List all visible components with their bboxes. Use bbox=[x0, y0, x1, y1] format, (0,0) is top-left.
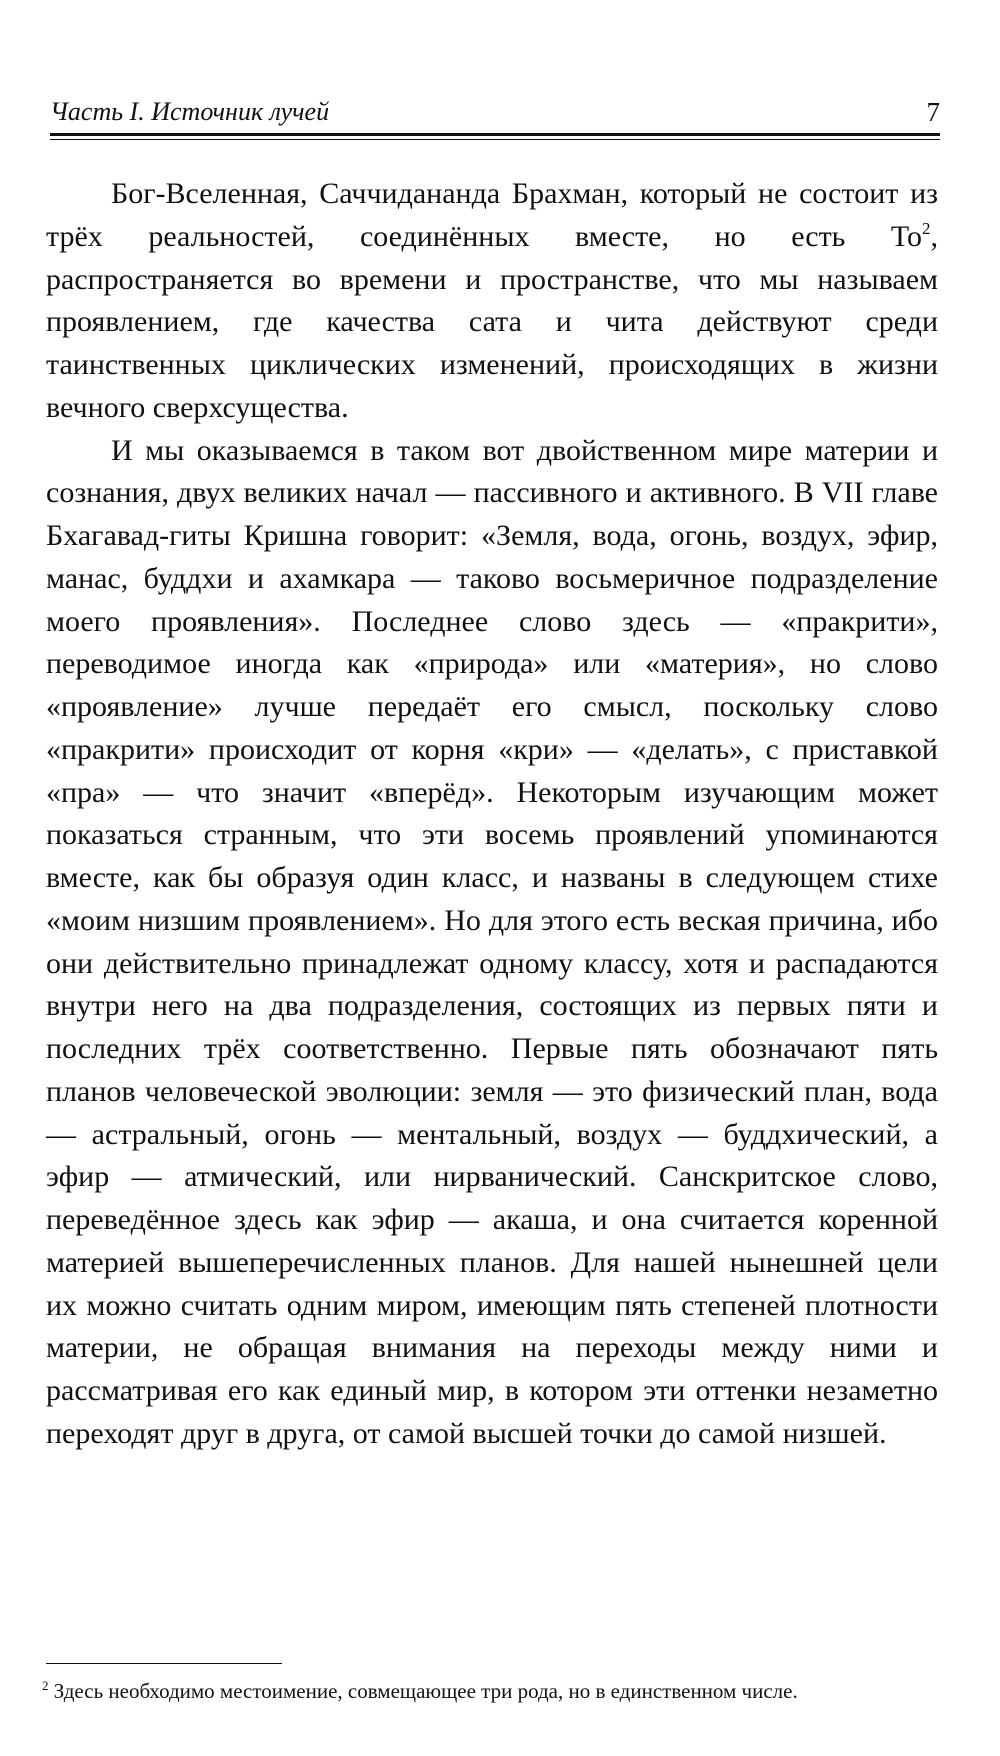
running-head bbox=[50, 94, 940, 130]
running-title: Часть I. Источник лучей bbox=[50, 97, 330, 126]
body-text bbox=[46, 173, 938, 1456]
footnote bbox=[42, 1676, 938, 1706]
footnote-text: Здесь необходимо местоимение, совмещающее три рода, но в единственном числе. bbox=[48, 1679, 798, 1703]
paragraph-1 bbox=[46, 173, 938, 430]
header-rule-thick bbox=[50, 133, 940, 136]
page-number: 7 bbox=[926, 97, 940, 127]
footnote-reference: 2 bbox=[922, 218, 931, 238]
footnote-divider bbox=[46, 1663, 282, 1664]
paragraph-1-end: , распространяется во времени и пространстве, что мы называем проявлением, где качества сата и чита действуют среди таинственных циклических изменений, происходящих в жизни вечного сверхсущества. bbox=[46, 219, 938, 424]
footnote-mark: 2 bbox=[42, 1678, 49, 1693]
header-rule-thin bbox=[50, 139, 940, 140]
paragraph-2: И мы оказываемся в таком вот двойственном мире материи и сознания, двух великих начал — пассивного и активного. В VII главе Бхагавад-гиты Кришна говорит: «Земля, вода, огонь, воздух, эфир, манас, буддхи и ахамкара — таково восьмеричное подразделение моего проявления». Последнее слово здесь — «пракрити», переводимое иногда как «природа» или «материя», но слово «проявление» лучше передаёт его смысл, поскольку слово «пракрити» происходит от корня «кри» — «делать», с приставкой «пра» — что значит «вперёд». Некоторым изучающим может показаться странным, что эти восемь проявлений упоминаются вместе, как бы образуя один класс, и названы в следующем стихе «моим низшим проявлением». Но для этого есть веская причина, ибо они действительно принадлежат одному классу, хотя и распадаются внутри него на два подразделения, состоящих из первых пяти и последних трёх соответственно. Первые пять обозначают пять планов человеческой эволюции: земля — это физический план, вода — астральный, огонь — ментальный, воздух — буддхический, а эфир — атмический, или нирванический. Санскритское слово, переведённое здесь как эфир — акаша, и она считается коренной материей вышеперечисленных планов. Для нашей нынешней цели их можно считать одним миром, имеющим пять степеней плотности материи, не обращая внимания на переходы между ними и рассматривая его как единый мир, в котором эти оттенки незаметно переходят друг в друга, от самой высшей точки до самой низшей. bbox=[46, 433, 938, 1450]
paragraph-1-start: Бог-Вселенная, Саччидананда Брахман, который не состоит из трёх реальностей, соединённых вместе, но есть То bbox=[46, 177, 938, 253]
